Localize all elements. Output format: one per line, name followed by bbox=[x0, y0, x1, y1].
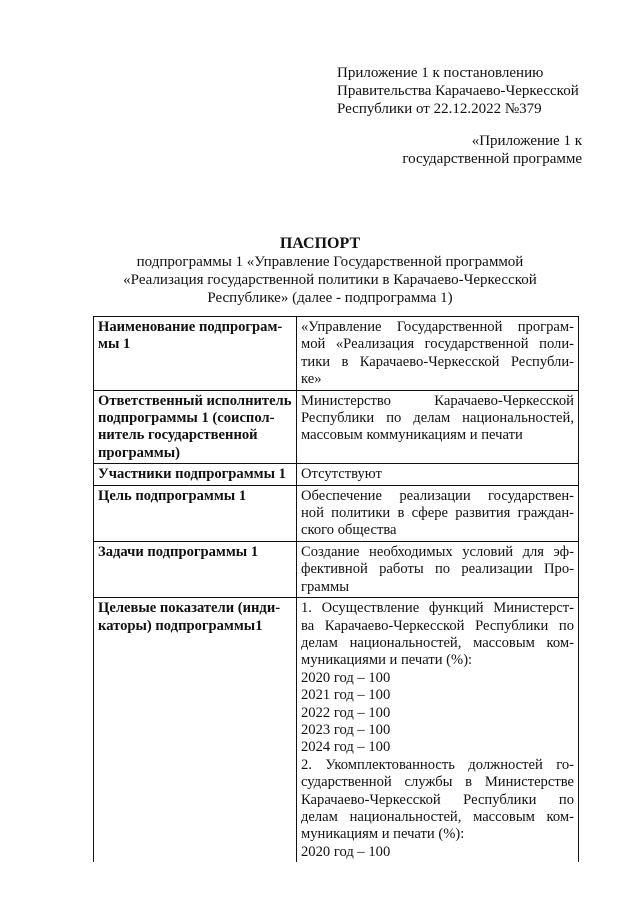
row-value-cell bbox=[297, 390, 579, 464]
document-title: ПАСПОРТ bbox=[279, 235, 361, 252]
table-row bbox=[94, 541, 579, 597]
row-label-line: Наименование подпрограм- bbox=[98, 319, 283, 335]
row-label-line: Целевые показатели (инди- bbox=[98, 600, 281, 617]
row-label-line: подпрограммы 1 (соиспол- bbox=[98, 410, 275, 427]
row-value-line: мой «Реализация государственной поли- bbox=[301, 336, 574, 353]
row-value-line: 2020 год – 100 bbox=[301, 669, 391, 686]
row-value-cell bbox=[297, 464, 579, 485]
row-value-line: Министерство Карачаево-Черкесской bbox=[301, 392, 574, 409]
row-value-line: граммы bbox=[301, 578, 350, 595]
table-row bbox=[94, 464, 579, 485]
appendix-line: Правительства Карачаево-Черкесской bbox=[337, 83, 579, 99]
row-value-line: фективной работы по реализации Про- bbox=[301, 561, 574, 578]
row-value-line: делам национальностей, массовым ком- bbox=[301, 808, 574, 825]
row-value-line: массовым коммуникациям и печати bbox=[301, 427, 523, 444]
subtitle-line: подпрограммы 1 «Управление Государственной программой bbox=[136, 254, 524, 270]
row-label-line: Цель подпрограммы 1 bbox=[98, 487, 247, 504]
row-value-line: Отсутствуют bbox=[301, 466, 382, 483]
row-value-line: муникациями и печати (%): bbox=[301, 652, 473, 669]
row-label-line: программы) bbox=[98, 444, 180, 461]
row-value-line: 2. Укомплектованность должностей го- bbox=[301, 756, 574, 773]
table-row bbox=[94, 485, 579, 541]
subtitle-line: «Реализация государственной политики в Карачаево-Черкесской bbox=[123, 272, 537, 288]
passport-table bbox=[93, 316, 579, 862]
row-label-cell bbox=[94, 541, 297, 597]
row-value-cell bbox=[297, 541, 579, 597]
row-value-line: Обеспечение реализации государствен- bbox=[301, 487, 574, 504]
row-value-line: 1. Осуществление функций Министерст- bbox=[301, 600, 574, 617]
row-value-line: ва Карачаево-Черкесской Республики по bbox=[301, 617, 574, 634]
row-value-line: ского общества bbox=[301, 522, 397, 539]
row-value-line: 2024 год – 100 bbox=[301, 739, 391, 756]
row-label-cell bbox=[94, 317, 297, 391]
table-row bbox=[94, 390, 579, 464]
document-subtitle bbox=[90, 253, 570, 307]
appendix-note bbox=[337, 64, 579, 118]
row-label-line: Ответственный исполнитель bbox=[98, 392, 292, 409]
subtitle-line: Республике» (далее - подпрограмма 1) bbox=[207, 290, 453, 306]
row-label-line: мы 1 bbox=[98, 336, 131, 353]
program-appendix-note bbox=[402, 132, 582, 168]
row-value-line: 2021 год – 100 bbox=[301, 687, 391, 704]
row-label-line: Задачи подпрограммы 1 bbox=[98, 543, 259, 560]
row-value-line: 2023 год – 100 bbox=[301, 721, 391, 738]
row-label-cell bbox=[94, 390, 297, 464]
row-value-cell bbox=[297, 317, 579, 391]
table-row bbox=[94, 317, 579, 391]
appendix-line: Приложение 1 к постановлению bbox=[337, 65, 544, 81]
row-label-line: каторы) подпрограммы1 bbox=[98, 617, 263, 634]
row-value-line: Создание необходимых условий для эф- bbox=[301, 543, 574, 560]
row-value-line: ке» bbox=[301, 371, 322, 388]
table-row bbox=[94, 598, 579, 863]
row-value-line: тики в Карачаево-Черкесской Республи- bbox=[301, 353, 574, 370]
row-value-cell bbox=[297, 485, 579, 541]
row-value-line: 2020 год – 100 bbox=[301, 843, 391, 860]
row-value-cell bbox=[297, 598, 579, 863]
row-value-line: Республики по делам национальностей, bbox=[301, 410, 574, 427]
row-label-cell bbox=[94, 464, 297, 485]
appendix-line: государственной программе bbox=[402, 151, 582, 167]
row-value-line: 2022 год – 100 bbox=[301, 704, 391, 721]
appendix-line: Республики от 22.12.2022 №379 bbox=[337, 101, 542, 117]
row-value-line: «Управление Государственной програм- bbox=[301, 319, 574, 335]
passport-table-body bbox=[94, 317, 579, 863]
row-value-line: сударственной службы в Министерстве bbox=[301, 774, 574, 791]
row-label-cell bbox=[94, 485, 297, 541]
row-label-line: нитель государственной bbox=[98, 427, 258, 444]
row-value-line: ной политики в сфере развития граждан- bbox=[301, 505, 574, 522]
row-value-line: Карачаево-Черкесской Республики по bbox=[301, 791, 574, 808]
row-value-line: делам национальностей, массовым ком- bbox=[301, 634, 574, 651]
row-label-line: Участники подпрограммы 1 bbox=[98, 466, 286, 483]
row-value-line: муникациям и печати (%): bbox=[301, 826, 465, 843]
row-label-cell bbox=[94, 598, 297, 863]
appendix-line: «Приложение 1 к bbox=[471, 133, 582, 149]
